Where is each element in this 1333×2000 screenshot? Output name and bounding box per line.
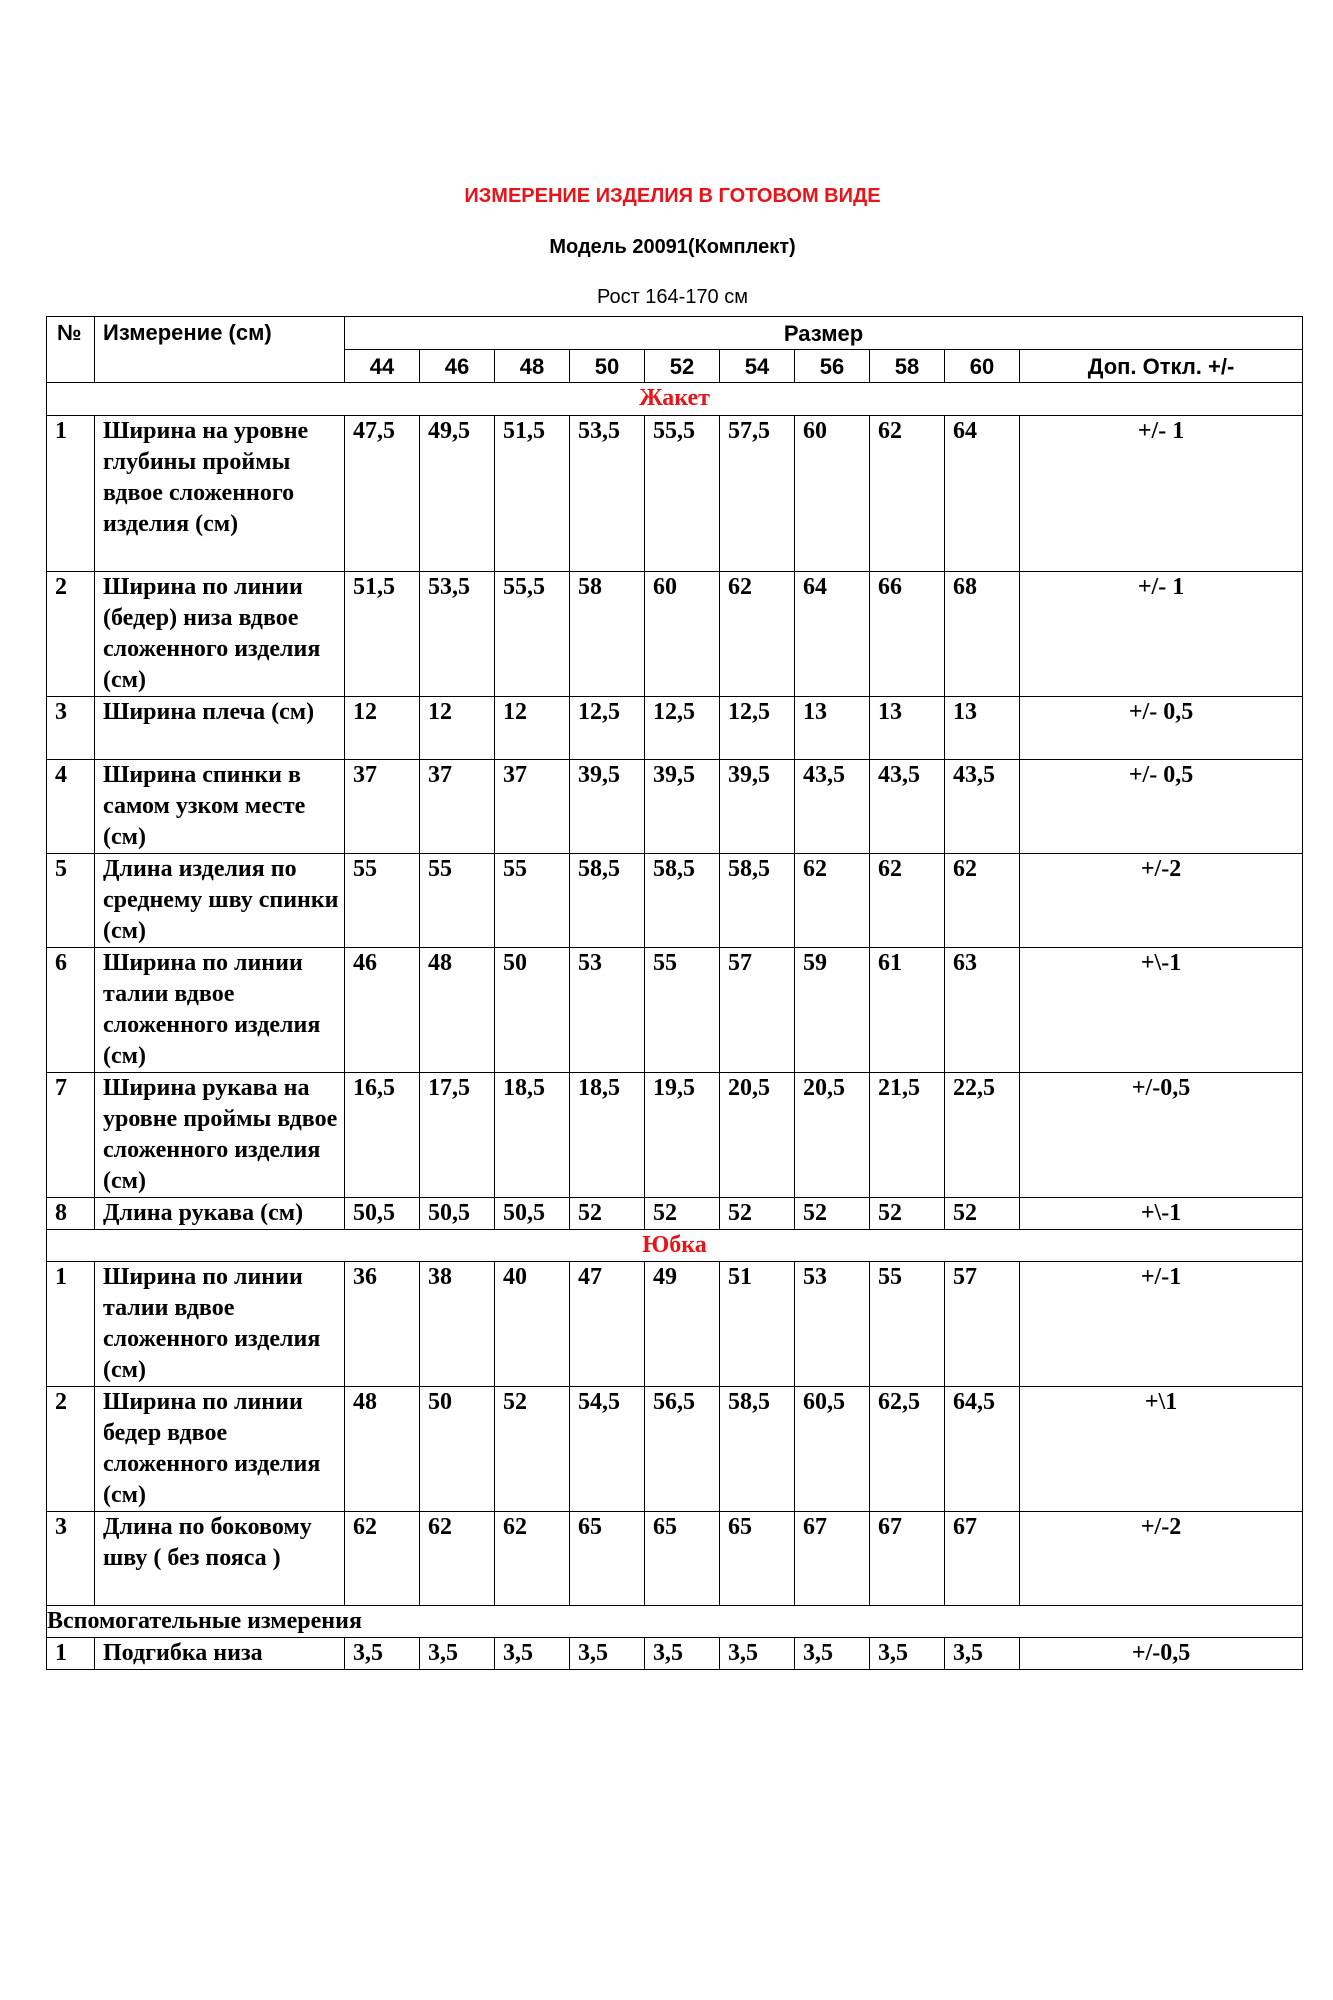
row-size-value: 58,5 bbox=[570, 854, 645, 948]
row-size-value: 38 bbox=[420, 1262, 495, 1387]
row-tolerance: +/-2 bbox=[1020, 854, 1303, 948]
row-size-value: 20,5 bbox=[720, 1073, 795, 1198]
row-size-value: 3,5 bbox=[495, 1638, 570, 1670]
row-tolerance: +/-2 bbox=[1020, 1512, 1303, 1606]
row-size-value: 3,5 bbox=[570, 1638, 645, 1670]
row-size-value: 40 bbox=[495, 1262, 570, 1387]
row-size-value: 62 bbox=[795, 854, 870, 948]
row-size-value: 55,5 bbox=[495, 572, 570, 697]
row-size-value: 12 bbox=[345, 697, 420, 760]
row-size-value: 51,5 bbox=[495, 416, 570, 572]
row-size-value: 13 bbox=[795, 697, 870, 760]
row-size-value: 39,5 bbox=[645, 760, 720, 854]
row-size-value: 53,5 bbox=[420, 572, 495, 697]
table-row bbox=[47, 572, 1303, 697]
header-num: № bbox=[47, 317, 95, 383]
row-measurement-name: Ширина спинки в самом узком месте (см) bbox=[95, 760, 345, 854]
row-size-value: 60 bbox=[795, 416, 870, 572]
row-size-value: 16,5 bbox=[345, 1073, 420, 1198]
table-row bbox=[47, 760, 1303, 854]
document-title: ИЗМЕРЕНИЕ ИЗДЕЛИЯ В ГОТОВОМ ВИДЕ bbox=[464, 185, 881, 207]
row-tolerance: +\1 bbox=[1020, 1387, 1303, 1512]
row-size-value: 3,5 bbox=[795, 1638, 870, 1670]
row-size-value: 43,5 bbox=[945, 760, 1020, 854]
row-size-value: 62 bbox=[870, 854, 945, 948]
header-size-col: 44 bbox=[345, 350, 420, 383]
row-size-value: 51,5 bbox=[345, 572, 420, 697]
row-size-value: 61 bbox=[870, 948, 945, 1073]
row-size-value: 62 bbox=[420, 1512, 495, 1606]
row-size-value: 50,5 bbox=[495, 1198, 570, 1230]
row-tolerance: +/-0,5 bbox=[1020, 1638, 1303, 1670]
row-size-value: 51 bbox=[720, 1262, 795, 1387]
header-size-col: 58 bbox=[870, 350, 945, 383]
row-size-value: 67 bbox=[795, 1512, 870, 1606]
row-size-value: 65 bbox=[720, 1512, 795, 1606]
row-size-value: 55 bbox=[870, 1262, 945, 1387]
header-tolerance: Доп. Откл. +/- bbox=[1020, 350, 1303, 383]
row-size-value: 39,5 bbox=[570, 760, 645, 854]
row-size-value: 60 bbox=[645, 572, 720, 697]
row-size-value: 3,5 bbox=[645, 1638, 720, 1670]
table-row bbox=[47, 854, 1303, 948]
row-measurement-name: Длина рукава (см) bbox=[95, 1198, 345, 1230]
row-size-value: 3,5 bbox=[420, 1638, 495, 1670]
row-size-value: 52 bbox=[795, 1198, 870, 1230]
section-title: Юбка bbox=[47, 1230, 1303, 1262]
table-row bbox=[47, 1198, 1303, 1230]
section-header-row bbox=[47, 383, 1303, 416]
row-tolerance: +/- 1 bbox=[1020, 416, 1303, 572]
section-title: Вспомогательные измерения bbox=[47, 1606, 1303, 1638]
row-size-value: 48 bbox=[420, 948, 495, 1073]
row-number: 1 bbox=[47, 1638, 95, 1670]
row-size-value: 13 bbox=[945, 697, 1020, 760]
row-size-value: 58,5 bbox=[720, 854, 795, 948]
section-title: Жакет bbox=[47, 383, 1303, 416]
row-size-value: 67 bbox=[945, 1512, 1020, 1606]
row-size-value: 3,5 bbox=[870, 1638, 945, 1670]
row-tolerance: +/- 1 bbox=[1020, 572, 1303, 697]
row-size-value: 37 bbox=[420, 760, 495, 854]
row-size-value: 63 bbox=[945, 948, 1020, 1073]
row-size-value: 18,5 bbox=[570, 1073, 645, 1198]
row-number: 7 bbox=[47, 1073, 95, 1198]
row-number: 1 bbox=[47, 416, 95, 572]
row-size-value: 58 bbox=[570, 572, 645, 697]
row-measurement-name: Длина изделия по среднему шву спинки (см) bbox=[95, 854, 345, 948]
row-number: 1 bbox=[47, 1262, 95, 1387]
row-size-value: 64 bbox=[945, 416, 1020, 572]
table-row bbox=[47, 1512, 1303, 1606]
row-size-value: 12,5 bbox=[570, 697, 645, 760]
row-size-value: 68 bbox=[945, 572, 1020, 697]
header-size-col: 52 bbox=[645, 350, 720, 383]
table-row bbox=[47, 1073, 1303, 1198]
row-tolerance: +/- 0,5 bbox=[1020, 697, 1303, 760]
table-row bbox=[47, 416, 1303, 572]
row-measurement-name: Ширина по линии талии вдвое сложенного изделия (см) bbox=[95, 948, 345, 1073]
row-size-value: 12,5 bbox=[720, 697, 795, 760]
row-size-value: 64 bbox=[795, 572, 870, 697]
row-size-value: 13 bbox=[870, 697, 945, 760]
row-size-value: 50,5 bbox=[345, 1198, 420, 1230]
row-tolerance: +\-1 bbox=[1020, 948, 1303, 1073]
row-size-value: 66 bbox=[870, 572, 945, 697]
row-size-value: 54,5 bbox=[570, 1387, 645, 1512]
row-size-value: 53,5 bbox=[570, 416, 645, 572]
row-size-value: 62 bbox=[720, 572, 795, 697]
row-number: 3 bbox=[47, 1512, 95, 1606]
row-size-value: 37 bbox=[495, 760, 570, 854]
row-size-value: 52 bbox=[720, 1198, 795, 1230]
row-number: 6 bbox=[47, 948, 95, 1073]
row-number: 2 bbox=[47, 572, 95, 697]
row-size-value: 53 bbox=[795, 1262, 870, 1387]
row-size-value: 55 bbox=[420, 854, 495, 948]
row-number: 5 bbox=[47, 854, 95, 948]
row-number: 4 bbox=[47, 760, 95, 854]
row-size-value: 3,5 bbox=[345, 1638, 420, 1670]
row-size-value: 3,5 bbox=[720, 1638, 795, 1670]
row-size-value: 62 bbox=[495, 1512, 570, 1606]
section-header-row bbox=[47, 1606, 1303, 1638]
row-measurement-name: Подгибка низа bbox=[95, 1638, 345, 1670]
row-size-value: 59 bbox=[795, 948, 870, 1073]
row-size-value: 12 bbox=[420, 697, 495, 760]
row-size-value: 62 bbox=[945, 854, 1020, 948]
header-size-col: 48 bbox=[495, 350, 570, 383]
row-size-value: 52 bbox=[495, 1387, 570, 1512]
row-size-value: 50,5 bbox=[420, 1198, 495, 1230]
row-size-value: 58,5 bbox=[720, 1387, 795, 1512]
row-size-value: 52 bbox=[870, 1198, 945, 1230]
header-size-col: 56 bbox=[795, 350, 870, 383]
row-size-value: 12 bbox=[495, 697, 570, 760]
table-row bbox=[47, 1262, 1303, 1387]
row-size-value: 49 bbox=[645, 1262, 720, 1387]
row-size-value: 52 bbox=[645, 1198, 720, 1230]
row-number: 3 bbox=[47, 697, 95, 760]
row-size-value: 62,5 bbox=[870, 1387, 945, 1512]
header-measurement: Измерение (см) bbox=[95, 317, 345, 383]
table-row bbox=[47, 1387, 1303, 1512]
row-size-value: 58,5 bbox=[645, 854, 720, 948]
row-size-value: 36 bbox=[345, 1262, 420, 1387]
row-size-value: 55 bbox=[345, 854, 420, 948]
row-size-value: 62 bbox=[345, 1512, 420, 1606]
row-size-value: 65 bbox=[570, 1512, 645, 1606]
row-size-value: 55 bbox=[645, 948, 720, 1073]
size-table bbox=[46, 316, 1303, 1670]
row-size-value: 67 bbox=[870, 1512, 945, 1606]
row-size-value: 48 bbox=[345, 1387, 420, 1512]
row-size-value: 52 bbox=[570, 1198, 645, 1230]
row-number: 2 bbox=[47, 1387, 95, 1512]
row-size-value: 50 bbox=[420, 1387, 495, 1512]
row-size-value: 55 bbox=[495, 854, 570, 948]
row-size-value: 47 bbox=[570, 1262, 645, 1387]
row-measurement-name: Ширина на уровне глубины проймы вдвое сложенного изделия (см) bbox=[95, 416, 345, 572]
row-tolerance: +/-0,5 bbox=[1020, 1073, 1303, 1198]
row-tolerance: +/- 0,5 bbox=[1020, 760, 1303, 854]
row-size-value: 39,5 bbox=[720, 760, 795, 854]
row-size-value: 57 bbox=[945, 1262, 1020, 1387]
row-number: 8 bbox=[47, 1198, 95, 1230]
header-size-col: 60 bbox=[945, 350, 1020, 383]
table-row bbox=[47, 1638, 1303, 1670]
row-size-value: 56,5 bbox=[645, 1387, 720, 1512]
row-tolerance: +/-1 bbox=[1020, 1262, 1303, 1387]
row-measurement-name: Ширина по линии (бедер) низа вдвое сложенного изделия (см) bbox=[95, 572, 345, 697]
row-measurement-name: Ширина по линии бедер вдвое сложенного изделия (см) bbox=[95, 1387, 345, 1512]
row-measurement-name: Длина по боковому шву ( без пояса ) bbox=[95, 1512, 345, 1606]
row-size-value: 37 bbox=[345, 760, 420, 854]
row-size-value: 18,5 bbox=[495, 1073, 570, 1198]
row-size-value: 43,5 bbox=[795, 760, 870, 854]
row-size-value: 60,5 bbox=[795, 1387, 870, 1512]
section-header-row bbox=[47, 1230, 1303, 1262]
table-row bbox=[47, 948, 1303, 1073]
row-size-value: 47,5 bbox=[345, 416, 420, 572]
height-range: Рост 164-170 см bbox=[596, 286, 748, 308]
row-size-value: 62 bbox=[870, 416, 945, 572]
row-size-value: 22,5 bbox=[945, 1073, 1020, 1198]
row-size-value: 12,5 bbox=[645, 697, 720, 760]
row-size-value: 55,5 bbox=[645, 416, 720, 572]
row-size-value: 3,5 bbox=[945, 1638, 1020, 1670]
header-size-col: 54 bbox=[720, 350, 795, 383]
header-size-col: 46 bbox=[420, 350, 495, 383]
row-size-value: 52 bbox=[945, 1198, 1020, 1230]
table-row bbox=[47, 697, 1303, 760]
row-measurement-name: Ширина плеча (см) bbox=[95, 697, 345, 760]
row-size-value: 19,5 bbox=[645, 1073, 720, 1198]
row-size-value: 57 bbox=[720, 948, 795, 1073]
row-size-value: 50 bbox=[495, 948, 570, 1073]
row-size-value: 17,5 bbox=[420, 1073, 495, 1198]
row-size-value: 20,5 bbox=[795, 1073, 870, 1198]
row-size-value: 21,5 bbox=[870, 1073, 945, 1198]
row-measurement-name: Ширина по линии талии вдвое сложенного изделия (см) bbox=[95, 1262, 345, 1387]
row-size-value: 65 bbox=[645, 1512, 720, 1606]
model-label: Модель 20091(Комплект) bbox=[549, 236, 796, 258]
row-measurement-name: Ширина рукава на уровне проймы вдвое сложенного изделия (см) bbox=[95, 1073, 345, 1198]
row-size-value: 43,5 bbox=[870, 760, 945, 854]
row-size-value: 46 bbox=[345, 948, 420, 1073]
header-size-col: 50 bbox=[570, 350, 645, 383]
row-size-value: 64,5 bbox=[945, 1387, 1020, 1512]
row-tolerance: +\-1 bbox=[1020, 1198, 1303, 1230]
row-size-value: 57,5 bbox=[720, 416, 795, 572]
row-size-value: 49,5 bbox=[420, 416, 495, 572]
header-size: Размер bbox=[345, 317, 1303, 350]
row-size-value: 53 bbox=[570, 948, 645, 1073]
